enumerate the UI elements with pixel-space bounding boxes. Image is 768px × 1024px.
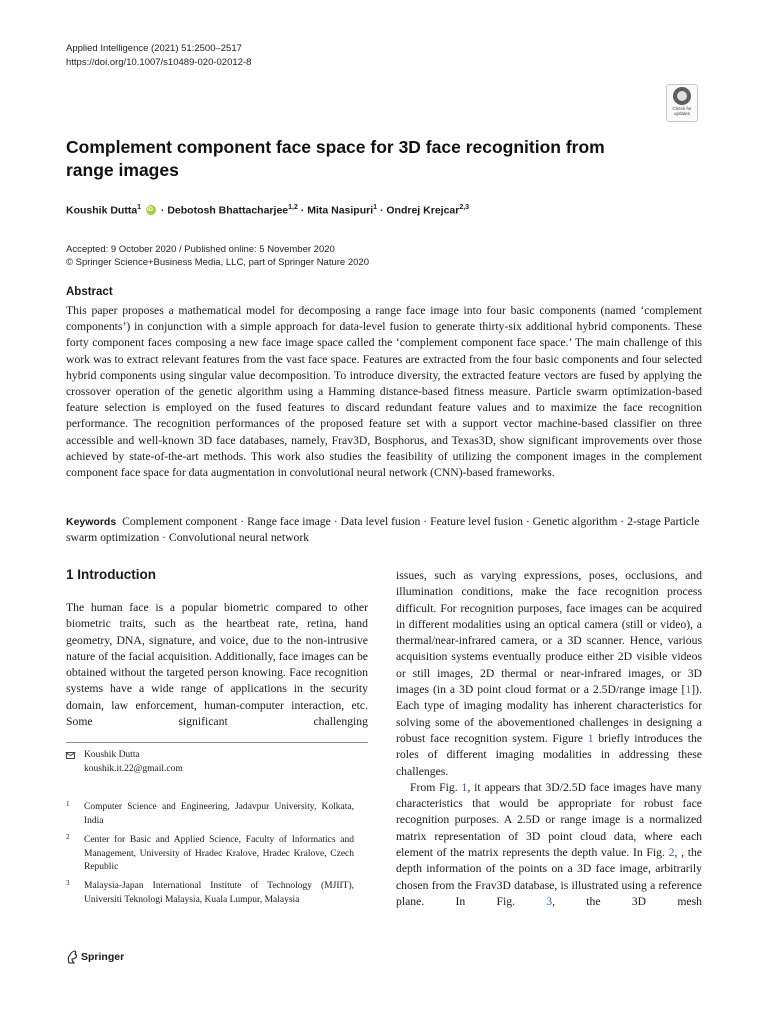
author-affiliation-mark: 1 [137,204,142,211]
figure-link[interactable]: 1 [461,780,468,794]
publication-dates: Accepted: 9 October 2020 / Published online: 5 November 2020 [66,244,335,255]
affiliation-number: 2 [66,833,70,841]
paragraph: issues, such as varying expressions, poses, occlusions, and illumination conditions, make the face recognition process difficult. For recognition purposes, face images can be acquired in different modalities using an optical camera (still or video), a thermal/near-infrared camera, or a 3D scanner. Hence, various acquisition systems eventually produce either 2D visible videos or still images, 2D thermal or near-infrared images, or 3D images (in a 3D point cloud format or a 2.5D/range image [1]). Each type of imaging modality has inherent characteristics for solving some of the abovementioned challenges in designing a robust face recognition system. Figure 1 briefly introduces the roles of different imaging modalities in addressing these challenges. [396,569,702,778]
publisher-name: Springer [81,951,125,963]
doi-link[interactable]: https://doi.org/10.1007/s10489-020-02012-8 [66,57,252,68]
author-name[interactable]: Koushik Dutta [66,204,138,217]
affiliation-text: Center for Basic and Applied Science, Faculty of Informatics and Management, University of Hradec Kralove, Hradec Kralove, Czech Republic [84,835,354,873]
affiliation-number: 3 [66,879,70,887]
author-affiliation-mark: 1,2 [288,204,298,211]
introduction-right-column [396,568,702,910]
affiliation-number: 1 [66,800,70,808]
check-updates-label: Check for updates [672,106,692,116]
keywords-label: Keywords [66,516,117,528]
corresponding-author-name: Koushik Dutta [84,750,140,760]
author-name[interactable]: Debotosh Bhattacharjee [167,204,289,217]
keywords-list: Complement component · Range face image · Data level fusion · Feature level fusion · Genetic algorithm · 2-stage Particle swarm optimization · Convolutional neural network [66,515,700,545]
abstract-body: This paper proposes a mathematical model for decomposing a range face image into four basic components (named ‘complement components’) in conjunction with a simple approach for data-level fusion to generate thirty-six additional hybrid components. These forty component faces composing a new face image space called the ‘complement component face space.’ The main challenge of this work was to extract relevant features from the vast face space. Features are extracted from the four basic components and four selected hybrid components using singular value decomposition. To introduce diversity, the extracted feature vectors are fused by applying the crossover operation of the genetic algorithm using a Hamming distance-based fitness measure. Particle swarm optimization-based feature selection is employed on the fused features to discard redundant feature values and to maximize the face recognition performance. The recognition performances of the proposed feature set with a support vector machine-based classifier on three accessible and well-known 3D face databases, namely, Frav3D, Bosphorus, and Texas3D, show significant improvements over those achieved by state-of-the-art methods. This work also studies the feasibility of utilizing the component images in the complement component face space for data augmentation in convolutional neural network (CNN)-based frameworks. [66,304,702,480]
author-separator: · [160,204,165,217]
envelope-icon [66,752,75,759]
author-list [66,204,469,217]
affiliation-text: Computer Science and Engineering, Jadavpur University, Kolkata, India [84,802,354,826]
paper-title: Complement component face space for 3D face recognition from range images [66,137,605,180]
springer-horse-icon [66,950,78,964]
author-separator: · [379,204,384,217]
springer-logo [66,950,124,964]
figure-link[interactable]: 1 [587,731,594,745]
paragraph: From Fig. 1, it appears that 3D/2.5D face images have many characteristics that would be appropriate for robust face recognition purposes. A 2.5D or range image is a normalized matrix representation of 3D point cloud data, where each element of the matrix represents the depth value. In Fig. 2, , the depth information of the points on a 3D face image, arbitrarily chosen from the Frav3D database, is illustrated using a reference plane. In Fig. 3, the 3D mesh [396,780,703,908]
copyright-notice: © Springer Science+Business Media, LLC, part of Springer Nature 2020 [66,257,369,268]
section-heading-introduction: 1 Introduction [66,567,156,582]
orcid-icon[interactable] [146,205,156,215]
journal-reference: Applied Intelligence (2021) 51:2500–2517 [66,43,242,54]
check-updates-icon [673,87,691,105]
author-affiliation-mark: 1 [373,204,378,211]
citation-link[interactable]: 1 [685,683,692,697]
figure-link[interactable]: 2 [668,846,675,860]
corresponding-author-email[interactable]: koushik.it.22@gmail.com [84,764,183,774]
affiliation-text: Malaysia-Japan International Institute of Technology (MJIIT), Universiti Teknologi Malaysia, Kuala Lumpur, Malaysia [84,881,354,905]
author-separator: · [300,204,305,217]
author-name[interactable]: Mita Nasipuri [307,204,374,217]
figure-link[interactable]: 3 [546,894,553,908]
keywords [66,514,702,547]
abstract-heading: Abstract [66,286,113,298]
author-affiliation-mark: 2,3 [459,204,470,211]
check-for-updates-badge[interactable] [666,84,698,122]
author-name[interactable]: Ondrej Krejcar [386,204,460,217]
introduction-left-column: The human face is a popular biometric compared to other biometric traits, such as the heartbeat rate, retina, hand geometry, DNA, signature, and voice, due to the non-intrusive nature of the facial acquisition. Additionally, face images can be obtained without the targeted person knowing. Face recognition systems have a wide range of applications in the security domain, law enforcement, human-computer interaction, etc. Some significant challenging [66,601,368,729]
footnote-divider [66,742,368,743]
